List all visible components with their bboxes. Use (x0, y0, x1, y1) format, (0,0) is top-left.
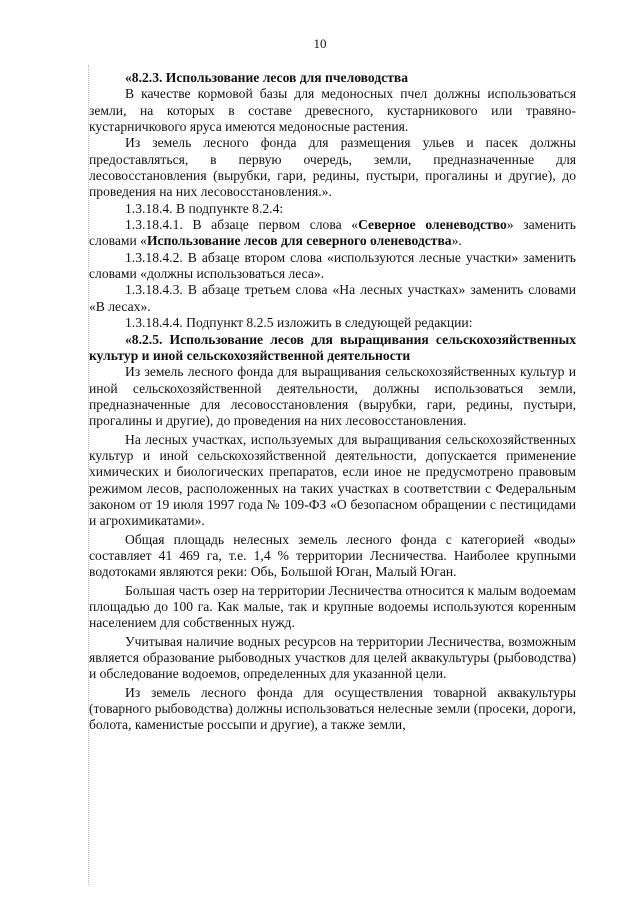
section-heading: «8.2.3. Использование лесов для пчеловодства (125, 70, 409, 85)
paragraph: Из земель лесного фонда для осуществления товарной аквакультуры (товарного рыбоводства) должны использоваться нелесные земли (просеки, дороги, болота, каменистые россыпи и другие), а также земли, (89, 684, 576, 733)
paragraph: 1.3.18.4.2. В абзаце втором слова «используются лесные участки» заменить словами «должны использоваться леса». (89, 249, 576, 282)
paragraph: Из земель лесного фонда для выращивания сельскохозяйственных культур и иной сельскохозяйственной деятельности, должны использоваться земли, предназначенные для лесовосстановления (вырубки, гари, редины, пустыри, прогалины и другие), до проведения на них лесовосстановления. (89, 364, 576, 429)
paragraph: 1.3.18.4.3. В абзаце третьем слова «На лесных участках» заменить словами «В лесах». (89, 282, 576, 314)
paragraph: 1.3.18.4. В подпункте 8.2.4: (125, 200, 284, 216)
paragraph: 1.3.18.4.1. В абзаце первом слова «Северное оленеводство» заменить словами «Использование лесов для северного оленеводства». (89, 217, 576, 249)
paragraph: Из земель лесного фонда для размещения ульев и пасек должны предоставляться, в первую очередь, земли, предназначенные для лесовосстановления (вырубки, гари, редины, пустыри, прогалины и другие), до проведения на них лесовосстановления.». (89, 135, 576, 200)
paragraph: Общая площадь нелесных земель лесного фонда с категорией «воды» составляет 41 469 га, т.е. 1,4 % территории Лесничества. Наиболее крупными водотоками являются реки: Обь, Большой Юган, Малый Юган. (89, 531, 576, 580)
paragraph: 1.3.18.4.4. Подпункт 8.2.5 изложить в следующей редакции: (125, 315, 473, 331)
paragraph: Большая часть озер на территории Лесничества относится к малым водоемам площадью до 100 га. Как малые, так и крупные водоемы используются коренным населением для собственных нужд. (89, 582, 576, 631)
document-body (89, 70, 576, 734)
paragraph: На лесных участках, используемых для выращивания сельскохозяйственных культур и иной сельскохозяйственной деятельности, допускается применение химических и биологических препаратов, если иное не предусмотрено правовым режимом лесов, расположенных на таких участках в соответствии с Федеральным законом от 19 июля 1997 года № 109-ФЗ «О безопасном обращении с пестицидами и агрохимикатами». (89, 431, 576, 529)
paragraph: В качестве кормовой базы для медоносных пчел должны использоваться земли, на которых в составе древесного, кустарникового или травяно-кустарничкового яруса имеются медоносные растения. (89, 86, 576, 135)
paragraph: Учитывая наличие водных ресурсов на территории Лесничества, возможным является образование рыбоводных участков для целей аквакультуры (рыбоводства) и обследование водоемов, определенных для указанной цели. (89, 633, 576, 682)
section-heading: «8.2.5. Использование лесов для выращивания сельскохозяйственных культур и иной сельскохозяйственной деятельности (89, 331, 576, 363)
page-number: 10 (313, 36, 327, 51)
